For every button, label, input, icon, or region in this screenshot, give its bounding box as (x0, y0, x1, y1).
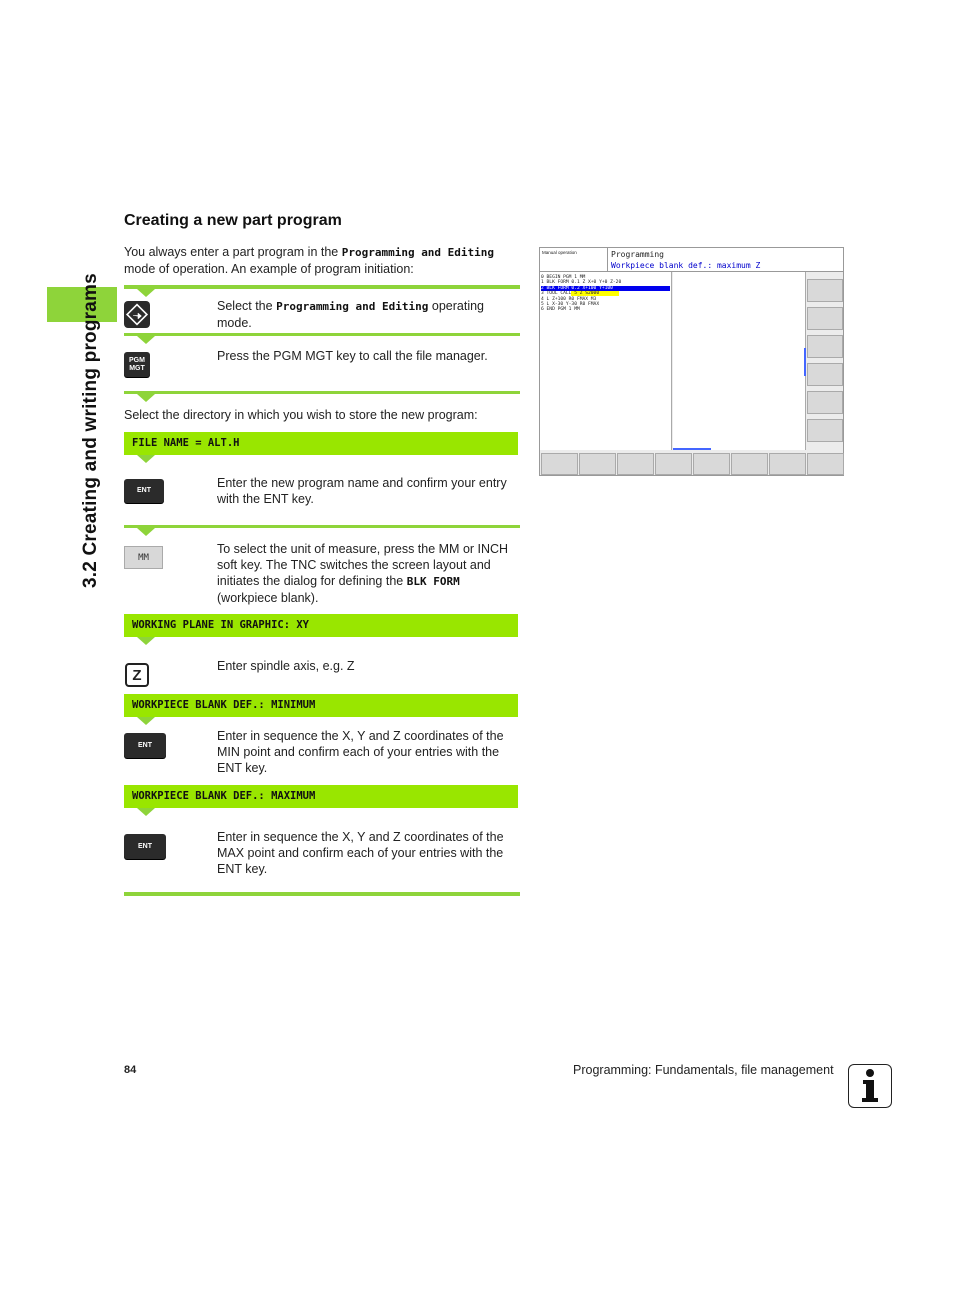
screen-header (608, 248, 843, 272)
horizontal-softkey[interactable] (655, 453, 692, 475)
step-divider (124, 285, 520, 289)
vertical-softkey[interactable] (807, 391, 843, 414)
vertical-softkey[interactable] (807, 279, 843, 302)
step-arrow (137, 336, 155, 344)
intro-paragraph: You always enter a part program in the Programming and Editing mode of operation. An example of program initiation: (124, 245, 495, 276)
dialog-blank-maximum: WORKPIECE BLANK DEF.: MAXIMUM (124, 785, 518, 808)
step-arrow (137, 717, 155, 725)
horizontal-softkey[interactable] (541, 453, 578, 475)
program-listing (540, 272, 672, 450)
pgm-mgt-key[interactable]: PGM MGT (124, 352, 150, 377)
vertical-softkey[interactable] (807, 419, 843, 442)
program-line: 4 L Z+100 R0 FMAX M3 (541, 296, 597, 302)
step-7-text: Enter in sequence the X, Y and Z coordinates of the MAX point and confirm each of your entries with the ENT key. (217, 830, 504, 876)
programming-mode-key[interactable] (124, 301, 150, 328)
program-line: 0 BEGIN PGM 1 MM (541, 275, 586, 280)
chapter-title: 3.2 Creating and writing programs (80, 273, 101, 588)
program-line: 5 L X-30 Y-30 R0 FMAX (541, 302, 600, 308)
dialog-working-plane: WORKING PLANE IN GRAPHIC: XY (124, 614, 518, 637)
horizontal-softkey[interactable] (731, 453, 768, 475)
program-line: 1 BLK FORM 0.1 Z X+0 Y+0 Z-20 (541, 280, 622, 286)
program-line: 3 TOOL CALL 5 Z S2000 (541, 291, 670, 296)
vertical-softkey[interactable] (807, 307, 843, 330)
program-edit-icon (124, 301, 150, 328)
vertical-softkey[interactable] (807, 363, 843, 386)
graphic-cursor (673, 448, 711, 450)
step-divider (124, 391, 520, 394)
dialog-blank-minimum: WORKPIECE BLANK DEF.: MINIMUM (124, 694, 518, 717)
screen-mode-small: Manual operation (540, 248, 608, 272)
step-arrow (137, 528, 155, 536)
select-directory-text: Select the directory in which you wish to store the new program: (124, 408, 478, 422)
program-line: 6 END PGM 1 MM (541, 307, 580, 313)
horizontal-softkey[interactable] (579, 453, 616, 475)
step-3-text: Enter the new program name and confirm your entry with the ENT key. (217, 476, 507, 506)
screen-prompt: Workpiece blank def.: maximum Z (611, 261, 761, 270)
graphic-cursor (804, 348, 806, 376)
step-1-text: Select the Programming and Editing operating mode. (217, 299, 485, 330)
vertical-softkey[interactable] (807, 335, 843, 358)
step-divider (124, 333, 520, 336)
info-icon (848, 1064, 892, 1108)
graphic-window (673, 272, 806, 450)
section-heading: Creating a new part program (124, 212, 342, 229)
step-divider (124, 525, 520, 528)
step-arrow (137, 394, 155, 402)
section-end-rule (124, 892, 520, 896)
step-arrow (137, 455, 155, 463)
page-number: 84 (124, 1064, 137, 1076)
step-arrow (137, 637, 155, 645)
horizontal-softkey[interactable] (693, 453, 730, 475)
horizontal-softkey[interactable] (769, 453, 806, 475)
dialog-file-name: FILE NAME = ALT.H (124, 432, 518, 455)
program-line-active: 2 BLK FORM 0.2 X+100 Y+100 (541, 286, 670, 291)
z-axis-key[interactable]: Z (125, 663, 149, 687)
ent-key[interactable]: ENT (124, 834, 166, 859)
horizontal-softkey[interactable] (617, 453, 654, 475)
tnc-screen (539, 247, 844, 476)
running-title: Programming: Fundamentals, file management (573, 1063, 834, 1077)
screen-mode-title: Programming (611, 250, 664, 259)
step-5-text: Enter spindle axis, e.g. Z (217, 659, 355, 673)
step-arrow (137, 289, 155, 297)
ent-key[interactable]: ENT (124, 733, 166, 758)
step-2-text: Press the PGM MGT key to call the file manager. (217, 349, 488, 363)
info-glyph-icon (856, 1068, 884, 1104)
step-6-text: Enter in sequence the X, Y and Z coordinates of the MIN point and confirm each of your entries with the ENT key. (217, 729, 504, 775)
ent-key[interactable]: ENT (124, 479, 164, 503)
horizontal-softkey[interactable] (807, 453, 844, 475)
mm-softkey[interactable]: MM (124, 546, 163, 569)
step-arrow (137, 808, 155, 816)
step-4-text: To select the unit of measure, press the MM or INCH soft key. The TNC switches the screen layout and initiates the dialog for defining the BLK FORM (workpiece blank). (217, 542, 509, 605)
